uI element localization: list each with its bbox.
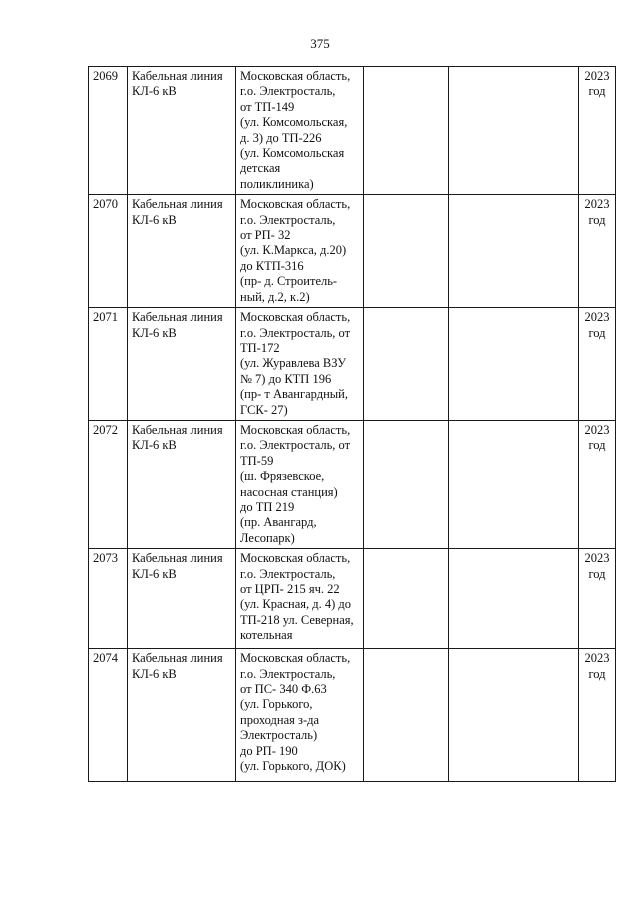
- address-cell: Московская область, г.о. Электросталь, от ТП-59 (ш. Фрязевское, насосная станция) до ТП 219 (пр. Авангард, Лесопарк): [236, 420, 364, 548]
- address-cell: Московская область, г.о. Электросталь, от ТП-172 (ул. Журавлева ВЗУ № 7) до КТП 196 (пр- т Авангардный, ГСК- 27): [236, 308, 364, 421]
- empty-cell-1: [364, 195, 449, 308]
- empty-cell-1: [364, 420, 449, 548]
- table-row: [89, 308, 616, 421]
- empty-cell-1: [364, 308, 449, 421]
- table-row: [89, 549, 616, 649]
- year-cell: 2023 год: [579, 649, 616, 782]
- year-cell: 2023 год: [579, 67, 616, 195]
- empty-cell-1: [364, 549, 449, 649]
- empty-cell-2: [449, 420, 579, 548]
- table-row: [89, 67, 616, 195]
- year-cell: 2023 год: [579, 420, 616, 548]
- year-cell: 2023 год: [579, 195, 616, 308]
- address-cell: Московская область, г.о. Электросталь, от ПС- 340 Ф.63 (ул. Горького, проходная з-да Электросталь) до РП- 190 (ул. Горького, ДОК): [236, 649, 364, 782]
- table-row: [89, 420, 616, 548]
- row-number-cell: 2072: [89, 420, 128, 548]
- table-row: [89, 649, 616, 782]
- empty-cell-2: [449, 195, 579, 308]
- address-cell: Московская область, г.о. Электросталь, от ТП-149 (ул. Комсомольская, д. 3) до ТП-226 (ул. Комсомольская детская поликлиника): [236, 67, 364, 195]
- empty-cell-2: [449, 649, 579, 782]
- object-name-cell: Кабельная линия КЛ-6 кВ: [128, 549, 236, 649]
- empty-cell-1: [364, 67, 449, 195]
- year-cell: 2023 год: [579, 549, 616, 649]
- empty-cell-2: [449, 67, 579, 195]
- address-cell: Московская область, г.о. Электросталь, от ЦРП- 215 яч. 22 (ул. Красная, д. 4) до ТП-218 ул. Северная, котельная: [236, 549, 364, 649]
- object-name-cell: Кабельная линия КЛ-6 кВ: [128, 420, 236, 548]
- year-cell: 2023 год: [579, 308, 616, 421]
- empty-cell-2: [449, 549, 579, 649]
- empty-cell-2: [449, 308, 579, 421]
- row-number-cell: 2069: [89, 67, 128, 195]
- object-name-cell: Кабельная линия КЛ-6 кВ: [128, 308, 236, 421]
- address-cell: Московская область, г.о. Электросталь, от РП- 32 (ул. К.Маркса, д.20) до КТП-316 (пр- д. Строитель- ный, д.2, к.2): [236, 195, 364, 308]
- object-name-cell: Кабельная линия КЛ-6 кВ: [128, 67, 236, 195]
- row-number-cell: 2073: [89, 549, 128, 649]
- row-number-cell: 2070: [89, 195, 128, 308]
- row-number-cell: 2071: [89, 308, 128, 421]
- cable-line-table: [88, 66, 616, 782]
- row-number-cell: 2074: [89, 649, 128, 782]
- empty-cell-1: [364, 649, 449, 782]
- object-name-cell: Кабельная линия КЛ-6 кВ: [128, 649, 236, 782]
- page-number: 375: [310, 36, 330, 51]
- object-name-cell: Кабельная линия КЛ-6 кВ: [128, 195, 236, 308]
- table-row: [89, 195, 616, 308]
